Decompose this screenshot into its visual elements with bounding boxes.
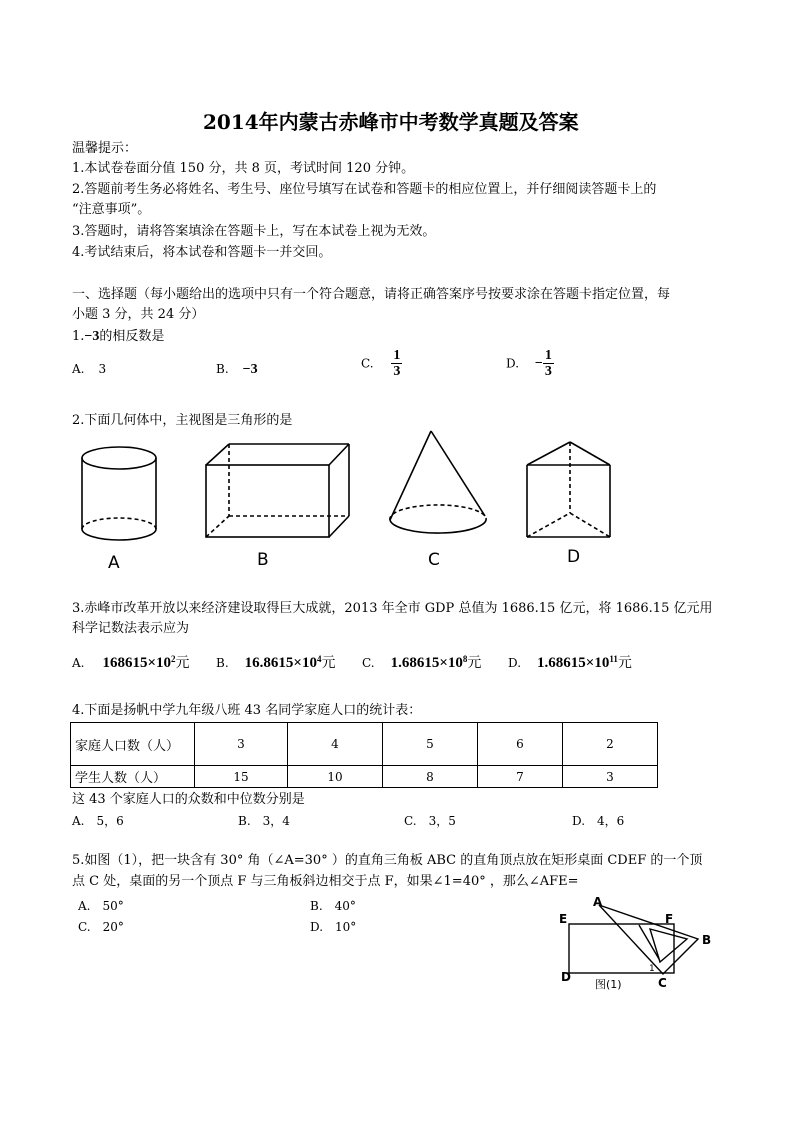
notice-heading: 温馨提示：: [72, 141, 138, 156]
fraction-numerator: 1: [544, 348, 552, 363]
figure-label-d: D: [567, 547, 581, 567]
cuboid-figure: [206, 444, 349, 537]
notice-item-2: 2.答题前考生务必将姓名、考生号、座位号填写在试卷和答题卡的相应位置上，并仔细阅读答题卡上的: [72, 182, 657, 197]
option-label: C.: [361, 356, 374, 371]
q2-figures: [60, 428, 640, 578]
q5-option-a: A. 50°: [78, 899, 124, 913]
q5-option-b: B. 40°: [310, 899, 356, 913]
q5-stem-line2: 点 C 处，桌面的另一个顶点 F 与三角板斜边相交于点 F，如果∠1=40° ，那么∠AFE=: [72, 874, 579, 889]
figure-label-c: C: [428, 550, 440, 570]
table-row: [71, 723, 658, 766]
option-value: −3: [242, 362, 258, 377]
fraction: [391, 348, 402, 379]
q3-option-d: [508, 652, 632, 672]
notice-item-2-cont: “注意事项”。: [72, 202, 151, 217]
option-base: 168615×10: [102, 655, 172, 671]
table-row-header: 家庭人口数（人）: [71, 723, 195, 766]
q4-followup: 这 43 个家庭人口的众数和中位数分别是: [72, 792, 305, 807]
q1-stem: [72, 328, 164, 346]
option-unit: 元: [617, 655, 632, 671]
q3-option-a: [72, 652, 190, 672]
cone-figure: [390, 431, 486, 533]
figure-label-a: A: [108, 553, 120, 573]
triangular-prism-figure: [527, 442, 610, 537]
fraction-denominator: 3: [544, 364, 552, 379]
option-label: B.: [216, 362, 229, 376]
option-label: A.: [72, 362, 85, 376]
table-row: [71, 766, 658, 788]
table-cell: 5: [383, 723, 478, 766]
notice-item-1: 1.本试卷卷面分值 150 分，共 8 页，考试时间 120 分钟。: [72, 161, 415, 176]
page-title: 2014年内蒙古赤峰市中考数学真题及答案: [203, 110, 579, 134]
angle-1-label: 1: [649, 964, 655, 974]
notice-item-3: 3.答题时，请将答案填涂在答题卡上，写在本试卷上视为无效。: [72, 224, 436, 239]
option-base: 1.68615×10: [390, 655, 463, 671]
option-exponent: 11: [609, 654, 618, 664]
table-cell: 3: [195, 723, 288, 766]
q5-option-c: C. 20°: [78, 920, 124, 934]
q4-option-a: A. 5，6: [72, 814, 124, 828]
fraction: [543, 348, 554, 379]
table-cell: 7: [478, 766, 563, 788]
family-size-table: [70, 722, 658, 788]
q3-option-b: [216, 652, 335, 672]
q5-option-d: D. 10°: [310, 920, 357, 934]
table-cell: 4: [288, 723, 383, 766]
table-row-header: 学生人数（人）: [71, 766, 195, 788]
option-label: A.: [72, 656, 85, 670]
table-cell: 3: [563, 766, 658, 788]
figure-label-b: B: [257, 550, 269, 570]
point-c-label: C: [658, 976, 667, 990]
option-exponent: 4: [316, 654, 322, 664]
option-label: B.: [216, 656, 229, 670]
point-b-label: B: [702, 933, 712, 947]
option-label: D.: [506, 356, 520, 371]
point-a-label: A: [593, 895, 603, 909]
option-unit: 元: [321, 655, 336, 671]
q1-number: 1.: [72, 329, 85, 344]
point-f-label: F: [665, 912, 674, 926]
section-heading-line1: 一、选择题（每小题给出的选项中只有一个符合题意，请将正确答案序号按要求涂在答题卡指定位置，每: [72, 287, 671, 302]
cylinder-figure: [82, 447, 156, 540]
option-base: 16.8615×10: [244, 655, 317, 671]
q5-stem-line1: 5.如图（1），把一块含有 30° 角（∠A=30° ）的直角三角板 ABC 的直角顶点放在矩形桌面 CDEF 的一个顶: [72, 853, 703, 868]
table-cell: 10: [288, 766, 383, 788]
notice-item-4: 4.考试结束后，将本试卷和答题卡一并交回。: [72, 245, 332, 260]
table-cell: 6: [478, 723, 563, 766]
q1-math: −3: [84, 329, 100, 344]
q3-stem-line1: 3.赤峰市改革开放以来经济建设取得巨大成就，2013 年全市 GDP 总值为 1686.15 亿元，将 1686.15 亿元用: [72, 601, 713, 616]
option-exponent: 2: [171, 654, 176, 664]
q1-option-a: [72, 362, 106, 376]
figure-caption: 图(1): [595, 978, 622, 991]
q1-option-d: [506, 348, 554, 379]
table-cell: 2: [563, 723, 658, 766]
option-value: 3: [98, 362, 107, 376]
q1-option-c: [361, 348, 402, 379]
q4-option-c: C. 3，5: [404, 814, 456, 828]
table-cell: 8: [383, 766, 478, 788]
q1-option-b: [216, 362, 258, 378]
option-label: D.: [508, 656, 522, 670]
option-unit: 元: [467, 655, 482, 671]
q2-stem: 2.下面几何体中，主视图是三角形的是: [72, 413, 293, 428]
point-d-label: D: [561, 970, 571, 984]
q4-option-b: B. 3，4: [238, 814, 290, 828]
q1-text: 的相反数是: [99, 329, 165, 344]
q3-option-c: [362, 652, 481, 672]
q4-option-d: D. 4，6: [572, 814, 625, 828]
option-base: 1.68615×10: [537, 655, 610, 671]
option-exponent: 8: [462, 654, 468, 664]
minus-sign: −: [534, 355, 543, 371]
q3-stem-line2: 科学记数法表示应为: [72, 621, 190, 636]
q5-figure: [555, 895, 725, 1000]
option-unit: 元: [175, 655, 190, 671]
fraction-denominator: 3: [393, 364, 401, 379]
option-label: C.: [362, 656, 375, 670]
q4-stem: 4.下面是扬帆中学九年级八班 43 名同学家庭人口的统计表：: [72, 703, 422, 718]
fraction-numerator: 1: [393, 348, 401, 363]
section-heading-line2: 小题 3 分，共 24 分）: [72, 307, 205, 322]
table-cell: 15: [195, 766, 288, 788]
point-e-label: E: [559, 912, 568, 926]
